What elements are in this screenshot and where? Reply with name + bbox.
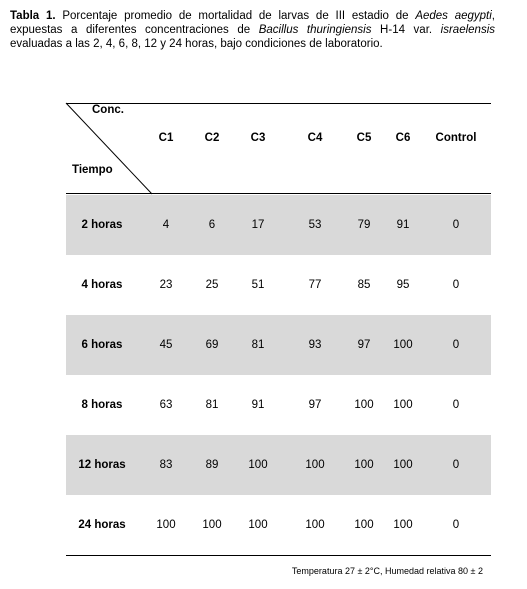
table-cell: 83 [159, 459, 173, 471]
caption-text-3: H-14 var. [371, 24, 441, 36]
caption-bacterium: Bacillus thuringiensis [258, 24, 372, 36]
table-row [66, 375, 491, 435]
table-cell: 100 [393, 339, 413, 351]
table-cell: 85 [357, 279, 371, 291]
corner-header-tiempo: Tiempo [72, 164, 113, 176]
table-cell: 0 [452, 519, 460, 531]
table-cell: 100 [248, 459, 268, 471]
corner-diagonal-line [66, 103, 152, 194]
column-header-c5: C5 [356, 132, 372, 144]
column-header-c1: C1 [158, 132, 174, 144]
table-cell: 100 [354, 399, 374, 411]
column-header-control: Control [435, 132, 477, 144]
caption-text-2: , expuestas a diferentes concentraciones de [10, 10, 495, 36]
table-cell: 0 [452, 399, 460, 411]
column-header-c6: C6 [395, 132, 411, 144]
table-cell: 79 [357, 219, 371, 231]
table-cell: 77 [308, 279, 322, 291]
table-cell: 91 [396, 219, 410, 231]
table-cell: 100 [354, 459, 374, 471]
row-label: 6 horas [81, 339, 123, 351]
table-row [66, 315, 491, 375]
table-cell: 53 [308, 219, 322, 231]
table-cell: 100 [393, 399, 413, 411]
table-row [66, 255, 491, 315]
column-header-c4: C4 [307, 132, 323, 144]
table-cell: 23 [159, 279, 173, 291]
column-header-c3: C3 [250, 132, 266, 144]
table-cell: 100 [202, 519, 222, 531]
table-cell: 100 [393, 519, 413, 531]
table-cell: 100 [393, 459, 413, 471]
table-cell: 25 [205, 279, 219, 291]
table-cell: 100 [354, 519, 374, 531]
table-caption [10, 9, 495, 51]
corner-header-conc: Conc. [92, 104, 124, 116]
row-label: 24 horas [78, 519, 126, 531]
table-cell: 97 [357, 339, 371, 351]
table-cell: 45 [159, 339, 173, 351]
table-cell: 0 [452, 459, 460, 471]
row-label: 4 horas [81, 279, 123, 291]
table-cell: 93 [308, 339, 322, 351]
table-cell: 0 [452, 339, 460, 351]
row-label: 2 horas [81, 219, 123, 231]
table-cell: 0 [452, 279, 460, 291]
table-cell: 81 [251, 339, 265, 351]
table-cell: 51 [251, 279, 265, 291]
table-cell: 100 [305, 519, 325, 531]
table-cell: 0 [452, 219, 460, 231]
caption-text-1: Porcentaje promedio de mortalidad de larvas de III estadio de [55, 10, 416, 22]
table-bottom-rule [66, 555, 491, 556]
footnote: Temperatura 27 ± 2°C, Humedad relativa 80 ± 2 [291, 566, 483, 576]
caption-text-4: evaluadas a las 2, 4, 6, 8, 12 y 24 horas, bajo condiciones de laboratorio. [10, 38, 383, 50]
table-row [66, 195, 491, 255]
table-cell: 100 [305, 459, 325, 471]
table-cell: 4 [162, 219, 170, 231]
table-cell: 69 [205, 339, 219, 351]
table-cell: 6 [208, 219, 216, 231]
table-cell: 100 [156, 519, 176, 531]
column-header-c2: C2 [204, 132, 220, 144]
table-cell: 97 [308, 399, 322, 411]
table-row [66, 435, 491, 495]
table-cell: 100 [248, 519, 268, 531]
caption-label: Tabla 1. [10, 10, 56, 22]
caption-variety: israelensis [440, 24, 495, 36]
table-cell: 17 [251, 219, 265, 231]
table-cell: 63 [159, 399, 173, 411]
table-cell: 91 [251, 399, 265, 411]
table-cell: 89 [205, 459, 219, 471]
header-bottom-rule [66, 193, 491, 194]
row-label: 12 horas [78, 459, 126, 471]
table-cell: 81 [205, 399, 219, 411]
table-row [66, 495, 491, 555]
table-cell: 95 [396, 279, 410, 291]
row-label: 8 horas [81, 399, 123, 411]
caption-species: Aedes aegypti [415, 10, 492, 22]
